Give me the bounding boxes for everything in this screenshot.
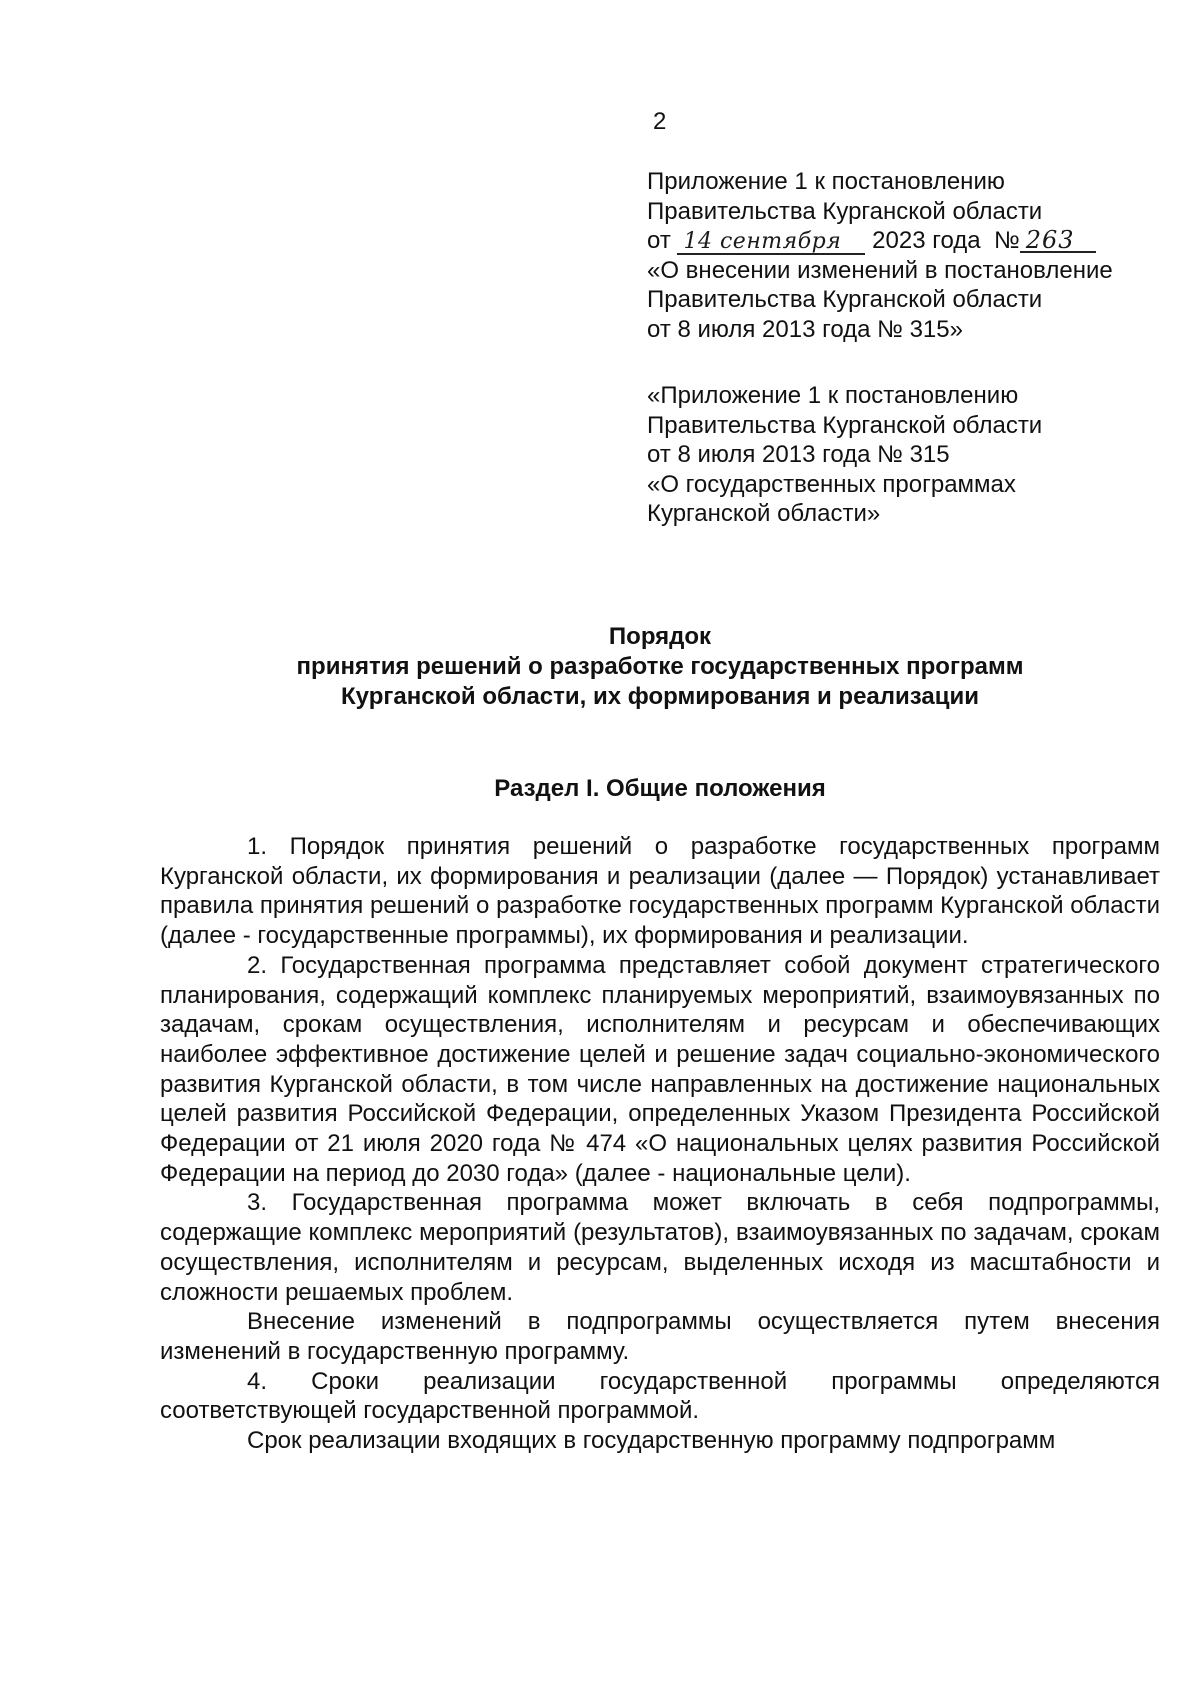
appendix-2-line: от 8 июля 2013 года № 315: [647, 441, 950, 469]
appendix-header-current: [647, 167, 1167, 345]
handwritten-date: 14 сентября: [677, 231, 865, 255]
appendix-1-date-line: [647, 226, 1167, 256]
appendix-1-line: «О внесении изменений в постановление: [647, 256, 1113, 284]
number-prefix: №: [993, 227, 1020, 255]
appendix-2-line: «Приложение 1 к постановлению: [647, 382, 1019, 409]
handwritten-number: 263: [1020, 229, 1096, 253]
title-line: Курганской области, их формирования и реализации: [341, 683, 979, 710]
appendix-header-original: [647, 381, 1167, 529]
paragraph: 1. Порядок принятия решений о разработке государственных программ Курганской области, их формирования и реализации (далее — Порядок) устанавливает правила принятия решений о разработке государственных программ Курганской области (далее - государственные программы), их формирования и реализации.: [160, 833, 1160, 950]
document-title: [150, 622, 1170, 712]
appendix-1-line: Правительства Курганской области: [647, 286, 1043, 314]
paragraph: 2. Государственная программа представляет собой документ стратегического планирования, содержащий комплекс планируемых мероприятий, взаимоувязанных по задачам, срокам осуществления, исполнителям и ресурсам и обеспечивающих наиболее эффективное достижение целей и решение задач социально-экономического развития Курганской области, в том числе направленных на достижение национальных целей развития Российской Федерации, определенных Указом Президента Российской Федерации от 21 июля 2020 года № 474 «О национальных целях развития Российской Федерации на период до 2030 года» (далее - национальные цели).: [160, 951, 1160, 1187]
document-body: [160, 832, 1160, 1456]
page-number: 2: [653, 108, 667, 135]
appendix-2-line: Курганской области»: [647, 500, 881, 528]
paragraph: Внесение изменений в подпрограммы осуществляется путем внесения изменений в государственную программу.: [160, 1308, 1160, 1365]
title-line: Порядок: [608, 623, 712, 650]
paragraph: 3. Государственная программа может включать в себя подпрограммы, содержащие комплекс мероприятий (результатов), взаимоувязанных по задачам, срокам осуществления, исполнителям и ресурсам, выделенных исходя из масштабности и сложности решаемых проблем.: [160, 1189, 1160, 1306]
paragraph: 4. Сроки реализации государственной программы определяются соответствующей государственной программой.: [160, 1367, 1160, 1425]
appendix-2-line: Правительства Курганской области: [647, 411, 1043, 439]
date-prefix: от: [647, 227, 671, 255]
appendix-1-line: Приложение 1 к постановлению: [647, 168, 1005, 195]
section-heading: Раздел I. Общие положения: [494, 775, 826, 802]
paragraph: Срок реализации входящих в государственную программу подпрограмм: [247, 1427, 1056, 1455]
appendix-1-line: от 8 июля 2013 года № 315»: [647, 315, 963, 343]
appendix-2-line: «О государственных программах: [647, 470, 1016, 498]
appendix-1-line: Правительства Курганской области: [647, 197, 1043, 225]
year-text: 2023 года: [872, 227, 981, 255]
title-line: принятия решений о разработке государственных программ: [296, 653, 1024, 680]
